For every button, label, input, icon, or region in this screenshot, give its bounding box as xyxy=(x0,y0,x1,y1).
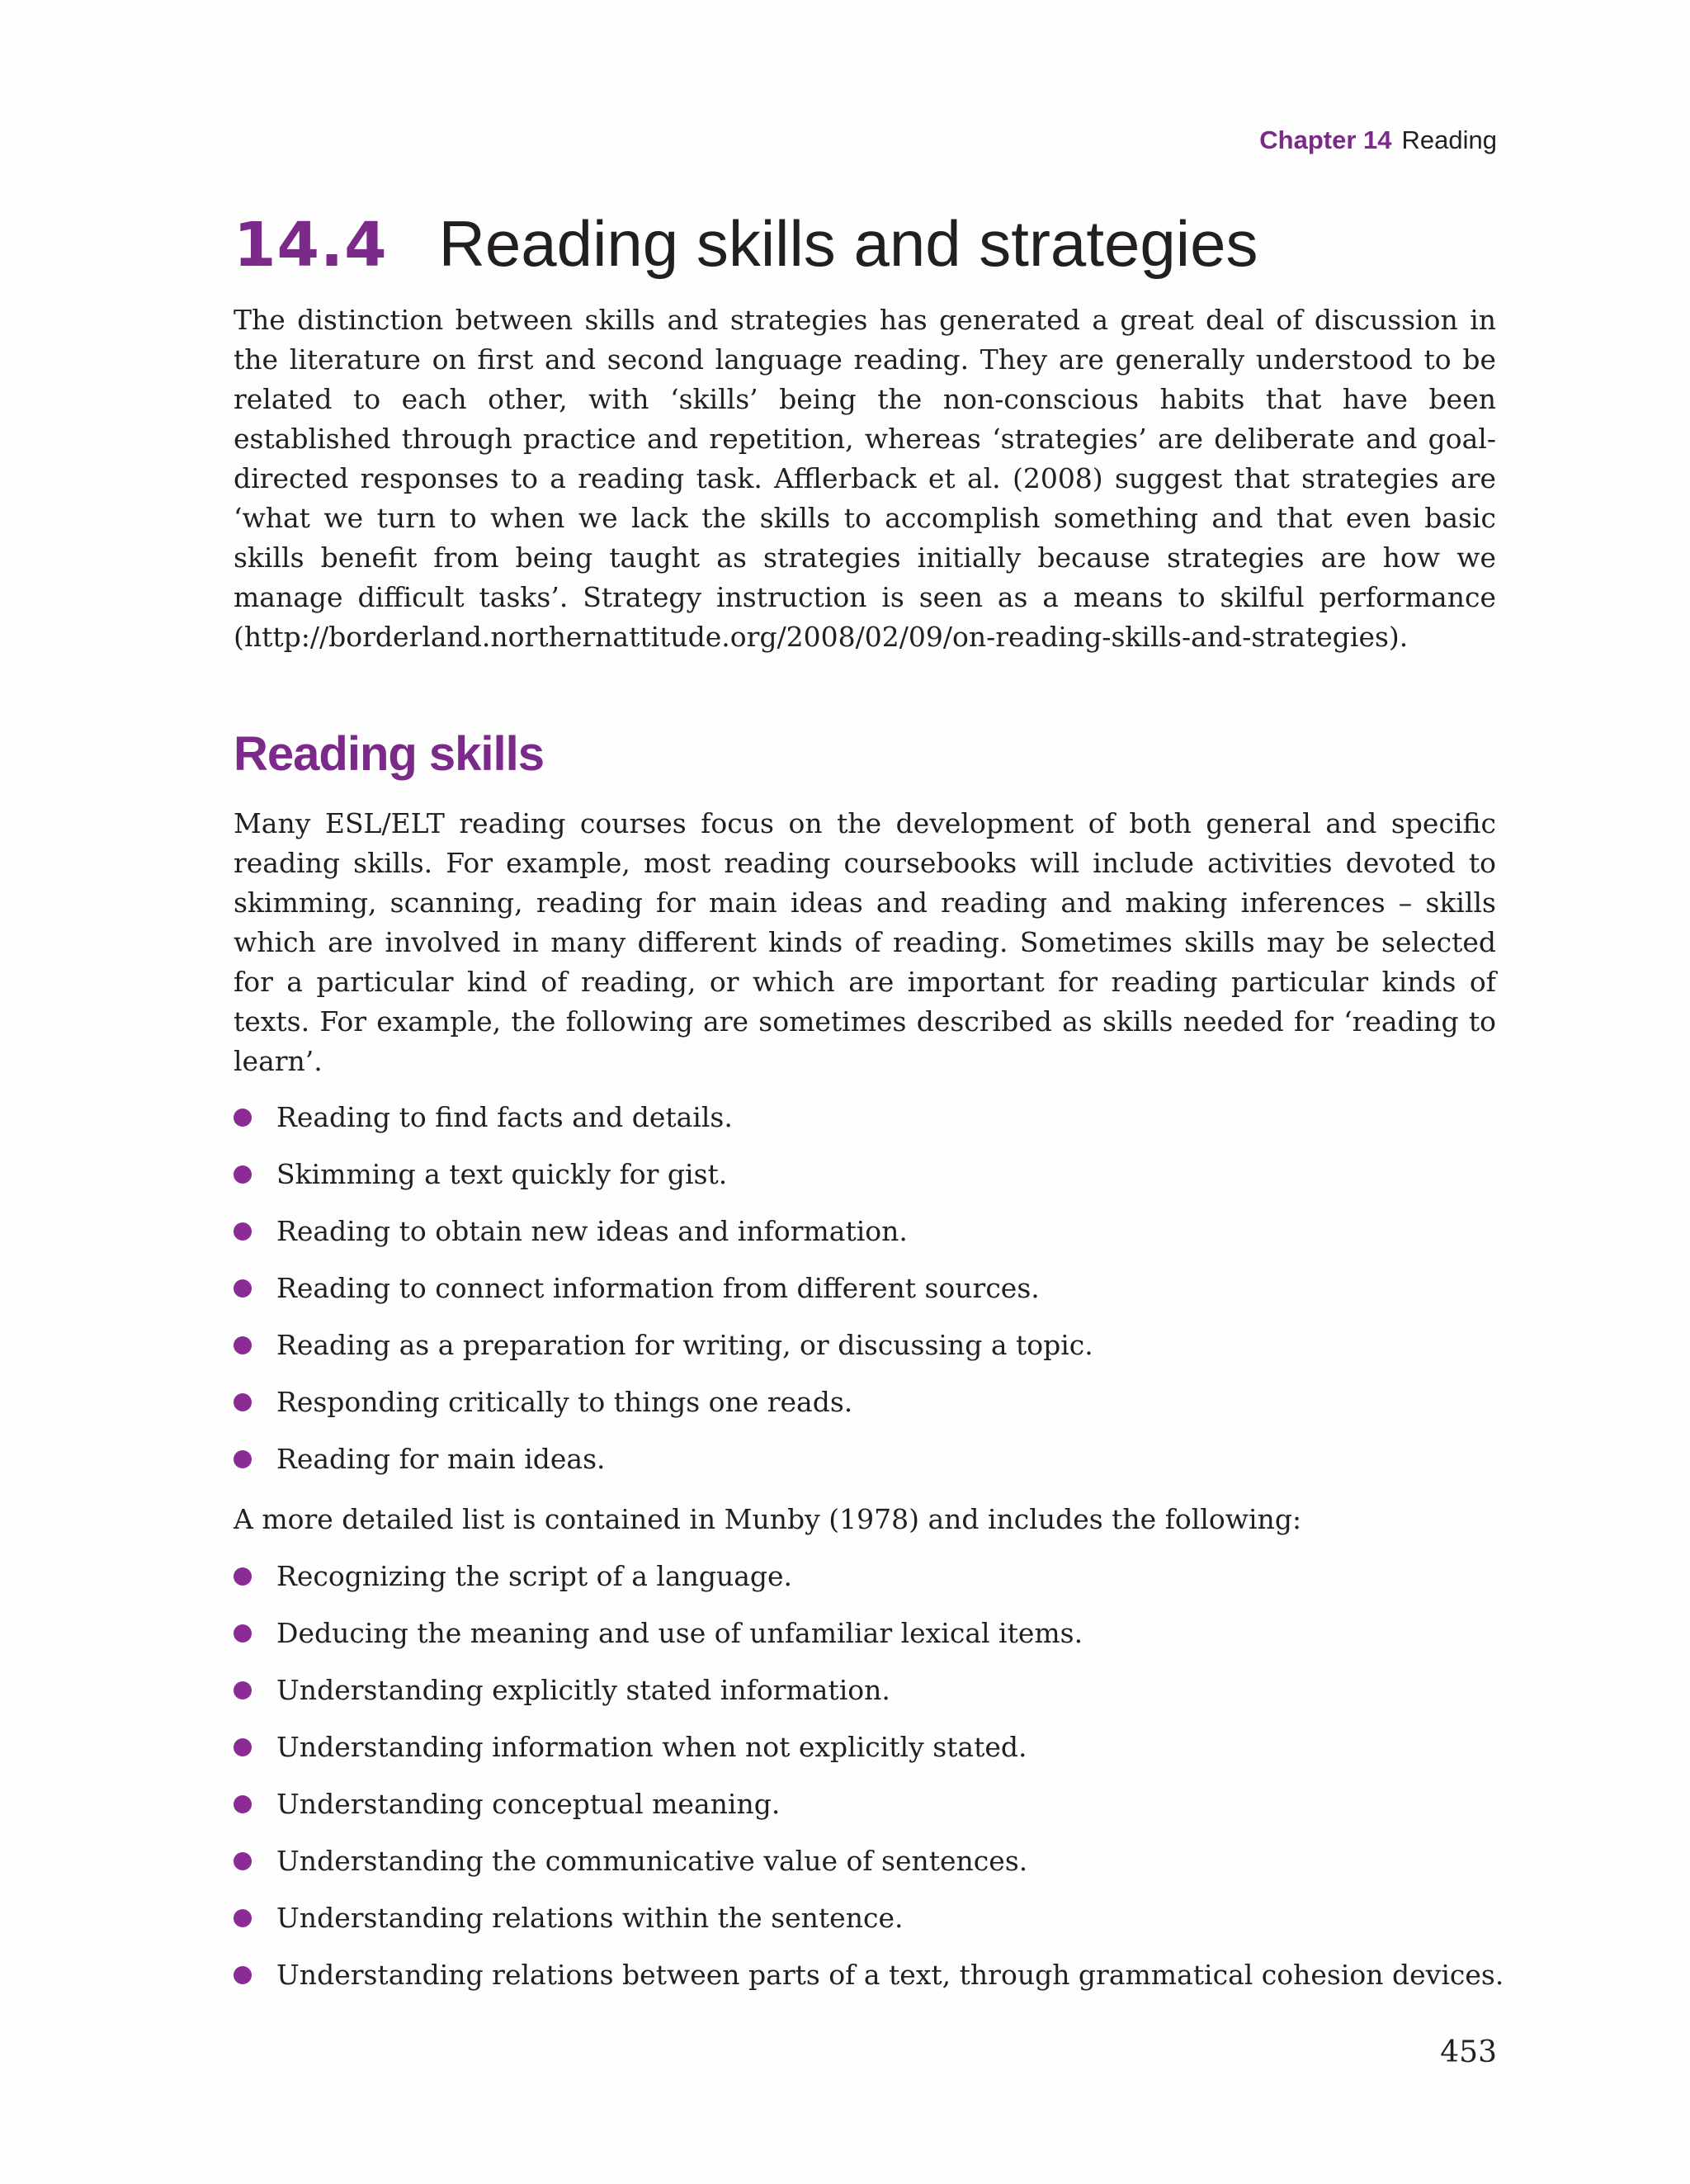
list-item-text: Reading to connect information from different sources. xyxy=(276,1272,1040,1304)
list-item-text: Understanding relations between parts of a text, through grammatical cohesion devices. xyxy=(276,1959,1504,1991)
list-item-text: Understanding relations within the sentence. xyxy=(276,1902,904,1934)
list-item xyxy=(234,1614,1496,1671)
bullet-icon xyxy=(234,1681,252,1699)
intro-paragraph: The distinction between skills and strategies has generated a great deal of discussion in the literature on first and second language reading. They are generally understood to be related to each other, with ‘skills’ being the non-conscious habits that have been established through practice and repetition, whereas ‘strategies’ are deliberate and goal-directed responses to a reading task. Afflerback et al. (2008) suggest that strategies are ‘what we turn to when we lack the skills to accomplish something and that even basic skills benefit from being taught as strategies initially because strategies are how we manage difficult tasks’. Strategy instruction is seen as a means to skilful performance (http://borderland.northernattitude.org/2008/02/09/on-reading-skills-and-strategies). xyxy=(234,304,1496,653)
list-item xyxy=(234,1898,1496,1955)
reading-to-learn-list xyxy=(234,1098,1496,1496)
list-item xyxy=(234,1212,1496,1269)
bullet-icon xyxy=(234,1279,252,1298)
list-item-text: Understanding information when not explicitly stated. xyxy=(276,1731,1027,1763)
bullet-icon xyxy=(234,1109,252,1127)
bullet-icon xyxy=(234,1624,252,1643)
list-item-text: Reading to find facts and details. xyxy=(276,1101,733,1133)
list-item xyxy=(234,1785,1496,1841)
list-item-text: Recognizing the script of a language. xyxy=(276,1560,793,1592)
bullet-icon xyxy=(234,1393,252,1411)
list-item-text: Deducing the meaning and use of unfamiliar lexical items. xyxy=(276,1617,1083,1649)
bullet-icon xyxy=(234,1336,252,1354)
munby-skills-list xyxy=(234,1557,1504,2012)
list-item xyxy=(234,1841,1496,1898)
list-item xyxy=(234,1728,1496,1785)
list-item xyxy=(234,1671,1496,1728)
list-item-text: Responding critically to things one reads. xyxy=(276,1386,853,1418)
page-number: 453 xyxy=(1440,2035,1497,2069)
bullet-icon xyxy=(234,1165,252,1184)
bullet-icon xyxy=(234,1795,252,1813)
list-item-text: Skimming a text quickly for gist. xyxy=(276,1158,728,1190)
list-item xyxy=(234,1269,1496,1326)
running-head-title: Reading xyxy=(1401,125,1497,154)
list-item-text: Understanding the communicative value of sentences. xyxy=(276,1845,1028,1877)
list-item xyxy=(234,1326,1496,1383)
subsection-paragraph: Many ESL/ELT reading courses focus on the development of both general and specific reading skills. For example, most reading coursebooks will include activities devoted to skimming, scanning, reading for main ideas and reading and making inferences – skills which are involved in many different kinds of reading. Sometimes skills may be selected for a particular kind of reading, or which are important for reading particular kinds of texts. For example, the following are sometimes described as skills needed for ‘reading to learn’. xyxy=(234,807,1496,1077)
list-item xyxy=(234,1955,1504,2012)
bullet-icon xyxy=(234,1966,252,1984)
bullet-icon xyxy=(234,1738,252,1756)
subsection-title: Reading skills xyxy=(234,727,545,781)
section-number: 14.4 xyxy=(234,210,388,281)
list-item-text: Reading as a preparation for writing, or discussing a topic. xyxy=(276,1329,1093,1361)
section-title: Reading skills and strategies xyxy=(438,207,1258,280)
bullet-icon xyxy=(234,1450,252,1468)
list-item xyxy=(234,1439,1496,1496)
bullet-icon xyxy=(234,1222,252,1241)
bridge-paragraph: A more detailed list is contained in Munby (1978) and includes the following: xyxy=(234,1503,1302,1535)
list-item xyxy=(234,1098,1496,1155)
list-item-text: Reading for main ideas. xyxy=(276,1443,606,1475)
list-item-text: Understanding explicitly stated information. xyxy=(276,1674,890,1706)
section-heading xyxy=(234,206,1496,289)
bullet-icon xyxy=(234,1852,252,1870)
list-item xyxy=(234,1155,1496,1212)
list-item xyxy=(234,1383,1496,1439)
list-item-text: Understanding conceptual meaning. xyxy=(276,1788,781,1820)
list-item xyxy=(234,1557,1496,1614)
bullet-icon xyxy=(234,1567,252,1586)
list-item-text: Reading to obtain new ideas and information. xyxy=(276,1215,908,1247)
bullet-icon xyxy=(234,1909,252,1927)
running-head xyxy=(1259,125,1497,155)
running-head-chapter: Chapter 14 xyxy=(1259,125,1392,154)
